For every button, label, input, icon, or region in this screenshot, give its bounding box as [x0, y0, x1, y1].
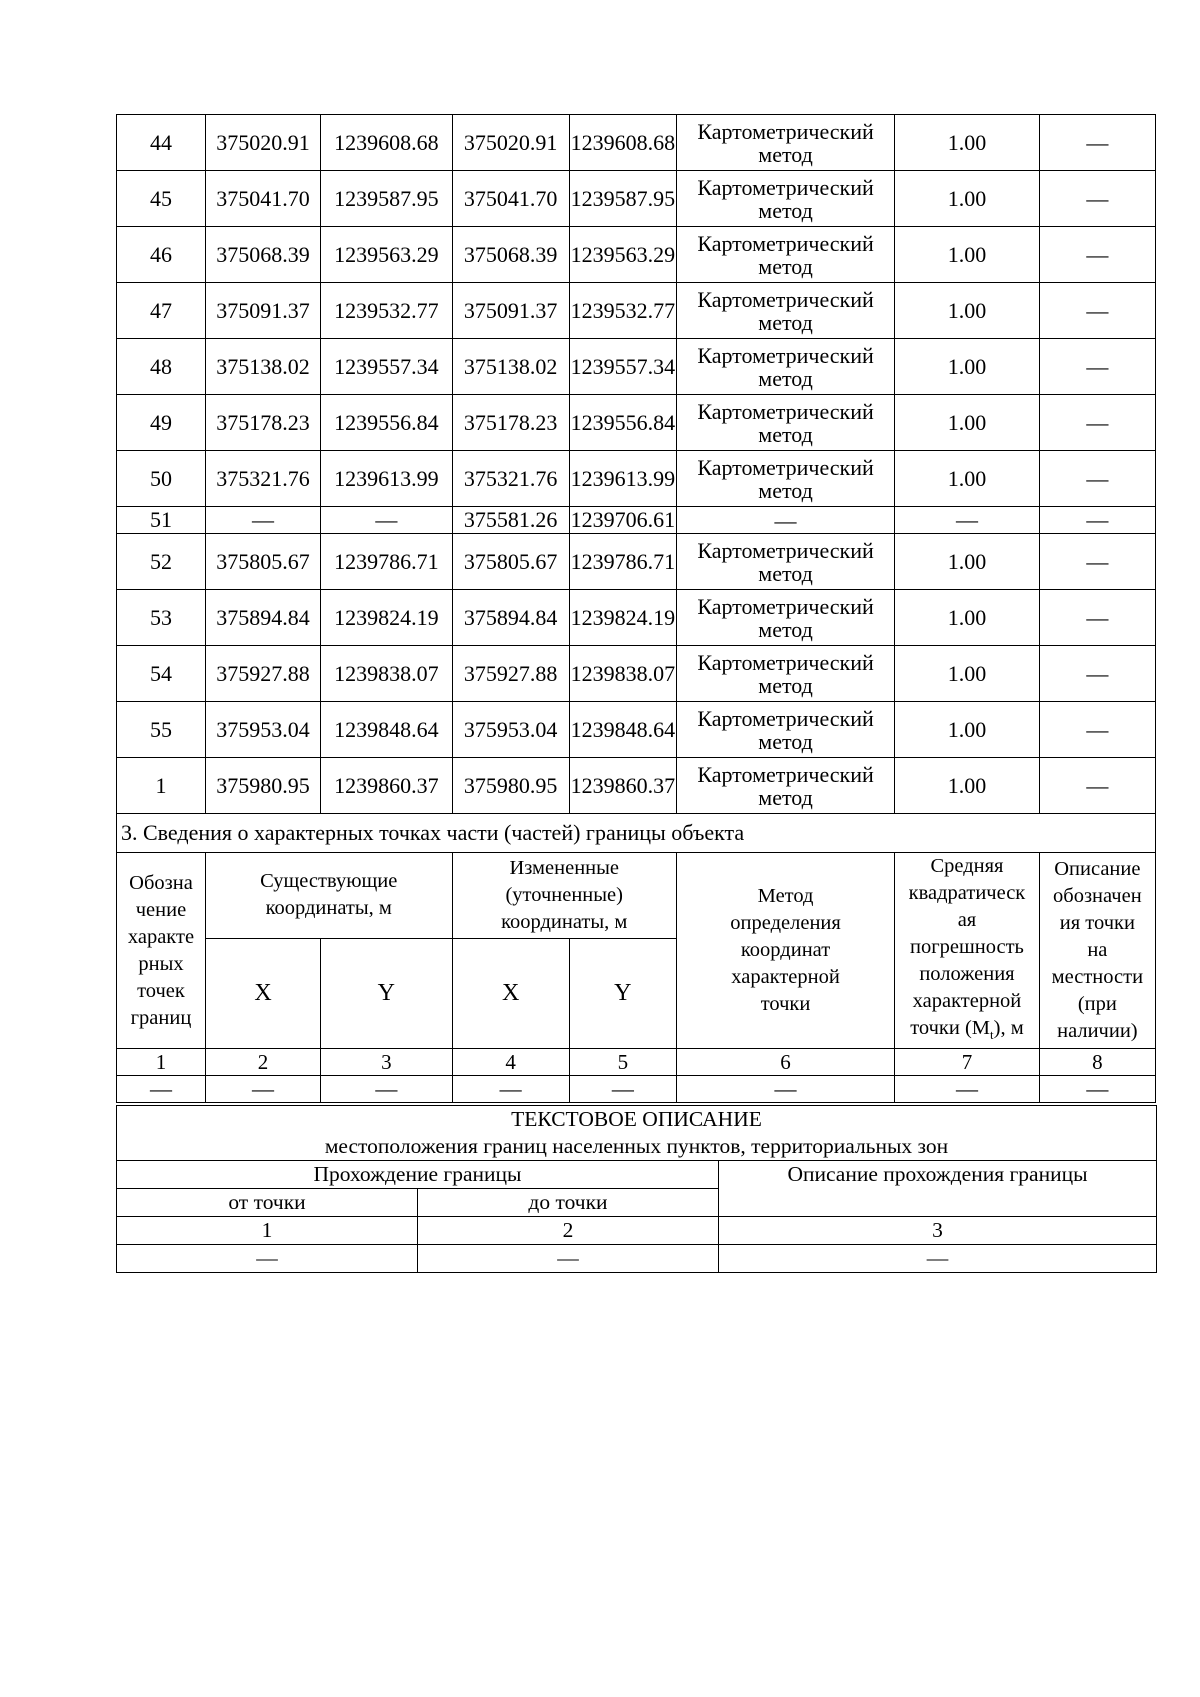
accuracy-cell: 1.00 — [895, 646, 1040, 702]
method-cell: Картометрический метод — [676, 283, 894, 339]
passage-description-header: Описание прохождения границы — [719, 1161, 1157, 1217]
from-point-header: от точки — [117, 1189, 418, 1217]
y-changed-cell: 1239556.84 — [569, 395, 676, 451]
table-row — [117, 702, 1156, 758]
column-number: 2 — [418, 1217, 719, 1245]
accuracy-cell: 1.00 — [895, 451, 1040, 507]
y-changed-cell: 1239786.71 — [569, 534, 676, 590]
table-cell: — — [1039, 1076, 1155, 1103]
x-existing-cell: 375091.37 — [205, 283, 320, 339]
coordinates-table — [116, 114, 1156, 1103]
y-existing-cell: 1239563.29 — [321, 227, 452, 283]
method-cell: Картометрический метод — [676, 339, 894, 395]
column-number: 2 — [205, 1049, 320, 1076]
x-changed-cell: 375068.39 — [452, 227, 569, 283]
table-cell: — — [569, 1076, 676, 1103]
description-cell: — — [1039, 283, 1155, 339]
x-changed-cell: 375894.84 — [452, 590, 569, 646]
point-number-cell: 45 — [117, 171, 206, 227]
column-number: 3 — [321, 1049, 452, 1076]
column-number: 1 — [117, 1049, 206, 1076]
column-number: 1 — [117, 1217, 418, 1245]
y-changed-cell: 1239532.77 — [569, 283, 676, 339]
method-cell: — — [676, 507, 894, 534]
x-existing-cell: 375020.91 — [205, 115, 320, 171]
point-number-cell: 53 — [117, 590, 206, 646]
x-existing-cell: 375927.88 — [205, 646, 320, 702]
point-number-cell: 52 — [117, 534, 206, 590]
y-existing-cell: 1239848.64 — [321, 702, 452, 758]
point-number-cell: 44 — [117, 115, 206, 171]
x-existing-cell: 375178.23 — [205, 395, 320, 451]
y-changed-cell: 1239706.61 — [570, 507, 676, 532]
x-existing-cell: 375953.04 — [205, 702, 320, 758]
y-changed-cell: 1239613.99 — [569, 451, 676, 507]
x-existing-cell: 375805.67 — [205, 534, 320, 590]
x-existing-cell: 375068.39 — [205, 227, 320, 283]
text-description-column-numbers-row — [117, 1217, 1157, 1245]
table-row — [117, 534, 1156, 590]
y-existing-cell: 1239613.99 — [321, 451, 452, 507]
y-changed-cell: 1239860.37 — [569, 758, 676, 814]
text-description-subtitle: местоположения границ населенных пунктов, территориальных зон — [324, 1134, 949, 1159]
accuracy-cell: 1.00 — [895, 227, 1040, 283]
y-existing-cell: 1239532.77 — [321, 283, 452, 339]
method-cell: Картометрический метод — [676, 758, 894, 814]
table-cell: — — [418, 1245, 719, 1273]
point-designation-header: Обозна чение характе рных точек границ — [117, 853, 206, 1049]
document-sheet — [116, 114, 1156, 1273]
section3-title-row — [117, 814, 1156, 853]
description-cell: — — [1039, 451, 1155, 507]
text-description-title-cell — [117, 1106, 1157, 1161]
description-cell: — — [1039, 339, 1155, 395]
table-cell: — — [321, 1076, 452, 1103]
x-changed-cell: 375020.91 — [452, 115, 569, 171]
accuracy-cell: 1.00 — [895, 702, 1040, 758]
text-description-table — [116, 1105, 1157, 1273]
table-row — [117, 590, 1156, 646]
section3-title: 3. Сведения о характерных точках части (частей) границы объекта — [117, 814, 1156, 853]
description-cell: — — [1039, 227, 1155, 283]
y-changed-cell: 1239587.95 — [569, 171, 676, 227]
table-row — [117, 283, 1156, 339]
method-cell: Картометрический метод — [676, 395, 894, 451]
column-number: 3 — [719, 1217, 1157, 1245]
table-row — [117, 171, 1156, 227]
accuracy-header: Средняя квадратическ ая погрешность положения характерной точки $(M_t)$, м — [895, 853, 1040, 1049]
existing-coordinates-header: Существующие координаты, м — [205, 853, 452, 939]
method-cell: Картометрический метод — [676, 171, 894, 227]
description-cell: — — [1039, 171, 1155, 227]
table-row — [117, 451, 1156, 507]
description-cell: — — [1039, 115, 1155, 171]
description-cell: — — [1039, 534, 1155, 590]
table-row — [117, 339, 1156, 395]
x-existing-cell: — — [205, 507, 320, 534]
column-number: 6 — [676, 1049, 894, 1076]
x-existing-cell: 375894.84 — [205, 590, 320, 646]
x-changed-cell: 375321.76 — [452, 451, 569, 507]
passage-header: Прохождение границы — [117, 1161, 719, 1189]
accuracy-cell: 1.00 — [895, 590, 1040, 646]
y-existing-cell: 1239838.07 — [321, 646, 452, 702]
to-point-header: до точки — [418, 1189, 719, 1217]
table-cell: — — [117, 1076, 206, 1103]
accuracy-cell: 1.00 — [895, 171, 1040, 227]
description-cell: — — [1039, 702, 1155, 758]
point-number-cell: 51 — [117, 507, 206, 534]
table-row — [117, 646, 1156, 702]
y-changed-cell: 1239608.68 — [569, 115, 676, 171]
table-cell: — — [676, 1076, 894, 1103]
point-number-cell: 47 — [117, 283, 206, 339]
table-cell: — — [895, 1076, 1040, 1103]
method-cell: Картометрический метод — [676, 702, 894, 758]
text-description-data-row — [117, 1245, 1157, 1273]
y-existing-cell: 1239786.71 — [321, 534, 452, 590]
point-number-cell: 48 — [117, 339, 206, 395]
table-cell: — — [719, 1245, 1157, 1273]
y-changed-cell: 1239563.29 — [569, 227, 676, 283]
text-description-title: ТЕКСТОВОЕ ОПИСАНИЕ — [511, 1107, 762, 1132]
y-existing-cell: 1239587.95 — [321, 171, 452, 227]
column-number: 4 — [452, 1049, 569, 1076]
table-cell: — — [117, 1245, 418, 1273]
changed-coordinates-header: Измененные (уточненные) координаты, м — [452, 853, 676, 939]
section3-column-numbers-row — [117, 1049, 1156, 1076]
y-existing-cell: 1239608.68 — [321, 115, 452, 171]
point-number-cell: 49 — [117, 395, 206, 451]
y-changed-cell: 1239838.07 — [569, 646, 676, 702]
table-row — [117, 507, 1156, 534]
table-row — [117, 395, 1156, 451]
accuracy-cell: 1.00 — [895, 283, 1040, 339]
x-existing-cell: 375138.02 — [205, 339, 320, 395]
existing-x-header: X — [205, 938, 320, 1048]
section3-header-row — [117, 853, 1156, 939]
table-cell: — — [452, 1076, 569, 1103]
y-changed-cell: 1239848.64 — [569, 702, 676, 758]
accuracy-cell: — — [895, 507, 1040, 534]
column-number: 7 — [895, 1049, 1040, 1076]
x-changed-cell: 375041.70 — [452, 171, 569, 227]
x-changed-cell: 375927.88 — [452, 646, 569, 702]
accuracy-cell: 1.00 — [895, 339, 1040, 395]
x-changed-cell: 375091.37 — [452, 283, 569, 339]
method-cell: Картометрический метод — [676, 451, 894, 507]
point-number-cell: 54 — [117, 646, 206, 702]
description-header: Описание обозначен ия точки на местности (при наличии) — [1039, 853, 1155, 1049]
column-number: 8 — [1039, 1049, 1155, 1076]
description-cell: — — [1039, 507, 1155, 534]
point-number-cell: 50 — [117, 451, 206, 507]
x-existing-cell: 375321.76 — [205, 451, 320, 507]
description-cell: — — [1039, 590, 1155, 646]
x-changed-cell: 375980.95 — [452, 758, 569, 814]
x-changed-cell: 375805.67 — [452, 534, 569, 590]
x-changed-cell: 375178.23 — [452, 395, 569, 451]
accuracy-cell: 1.00 — [895, 115, 1040, 171]
method-cell: Картометрический метод — [676, 646, 894, 702]
description-cell: — — [1039, 758, 1155, 814]
section3-data-row — [117, 1076, 1156, 1103]
description-cell: — — [1039, 395, 1155, 451]
coordinates-table-body — [117, 115, 1156, 1103]
changed-x-header: X — [452, 938, 569, 1048]
column-number: 5 — [569, 1049, 676, 1076]
text-description-title-row — [117, 1106, 1157, 1161]
x-changed-cell: 375953.04 — [452, 702, 569, 758]
x-changed-cell: 375581.26 — [452, 507, 569, 534]
x-changed-cell: 375138.02 — [452, 339, 569, 395]
method-cell: Картометрический метод — [676, 227, 894, 283]
description-cell: — — [1039, 646, 1155, 702]
method-cell: Картометрический метод — [676, 534, 894, 590]
y-existing-cell: 1239556.84 — [321, 395, 452, 451]
point-number-cell: 46 — [117, 227, 206, 283]
x-existing-cell: 375980.95 — [205, 758, 320, 814]
method-cell: Картометрический метод — [676, 590, 894, 646]
table-row — [117, 115, 1156, 171]
y-changed-cell: 1239557.34 — [569, 339, 676, 395]
y-existing-cell: — — [321, 507, 452, 534]
table-cell: — — [205, 1076, 320, 1103]
point-number-cell: 55 — [117, 702, 206, 758]
y-existing-cell: 1239824.19 — [321, 590, 452, 646]
x-existing-cell: 375041.70 — [205, 171, 320, 227]
table-row — [117, 758, 1156, 814]
table-row — [117, 227, 1156, 283]
accuracy-cell: 1.00 — [895, 395, 1040, 451]
changed-y-header: Y — [569, 938, 676, 1048]
existing-y-header: Y — [321, 938, 452, 1048]
accuracy-cell: 1.00 — [895, 758, 1040, 814]
y-changed-cell: 1239824.19 — [569, 590, 676, 646]
passage-header-row — [117, 1161, 1157, 1189]
point-number-cell: 1 — [117, 758, 206, 814]
y-existing-cell: 1239860.37 — [321, 758, 452, 814]
y-existing-cell: 1239557.34 — [321, 339, 452, 395]
method-cell: Картометрический метод — [676, 115, 894, 171]
accuracy-cell: 1.00 — [895, 534, 1040, 590]
method-header: Метод определения координат характерной точки — [676, 853, 894, 1049]
